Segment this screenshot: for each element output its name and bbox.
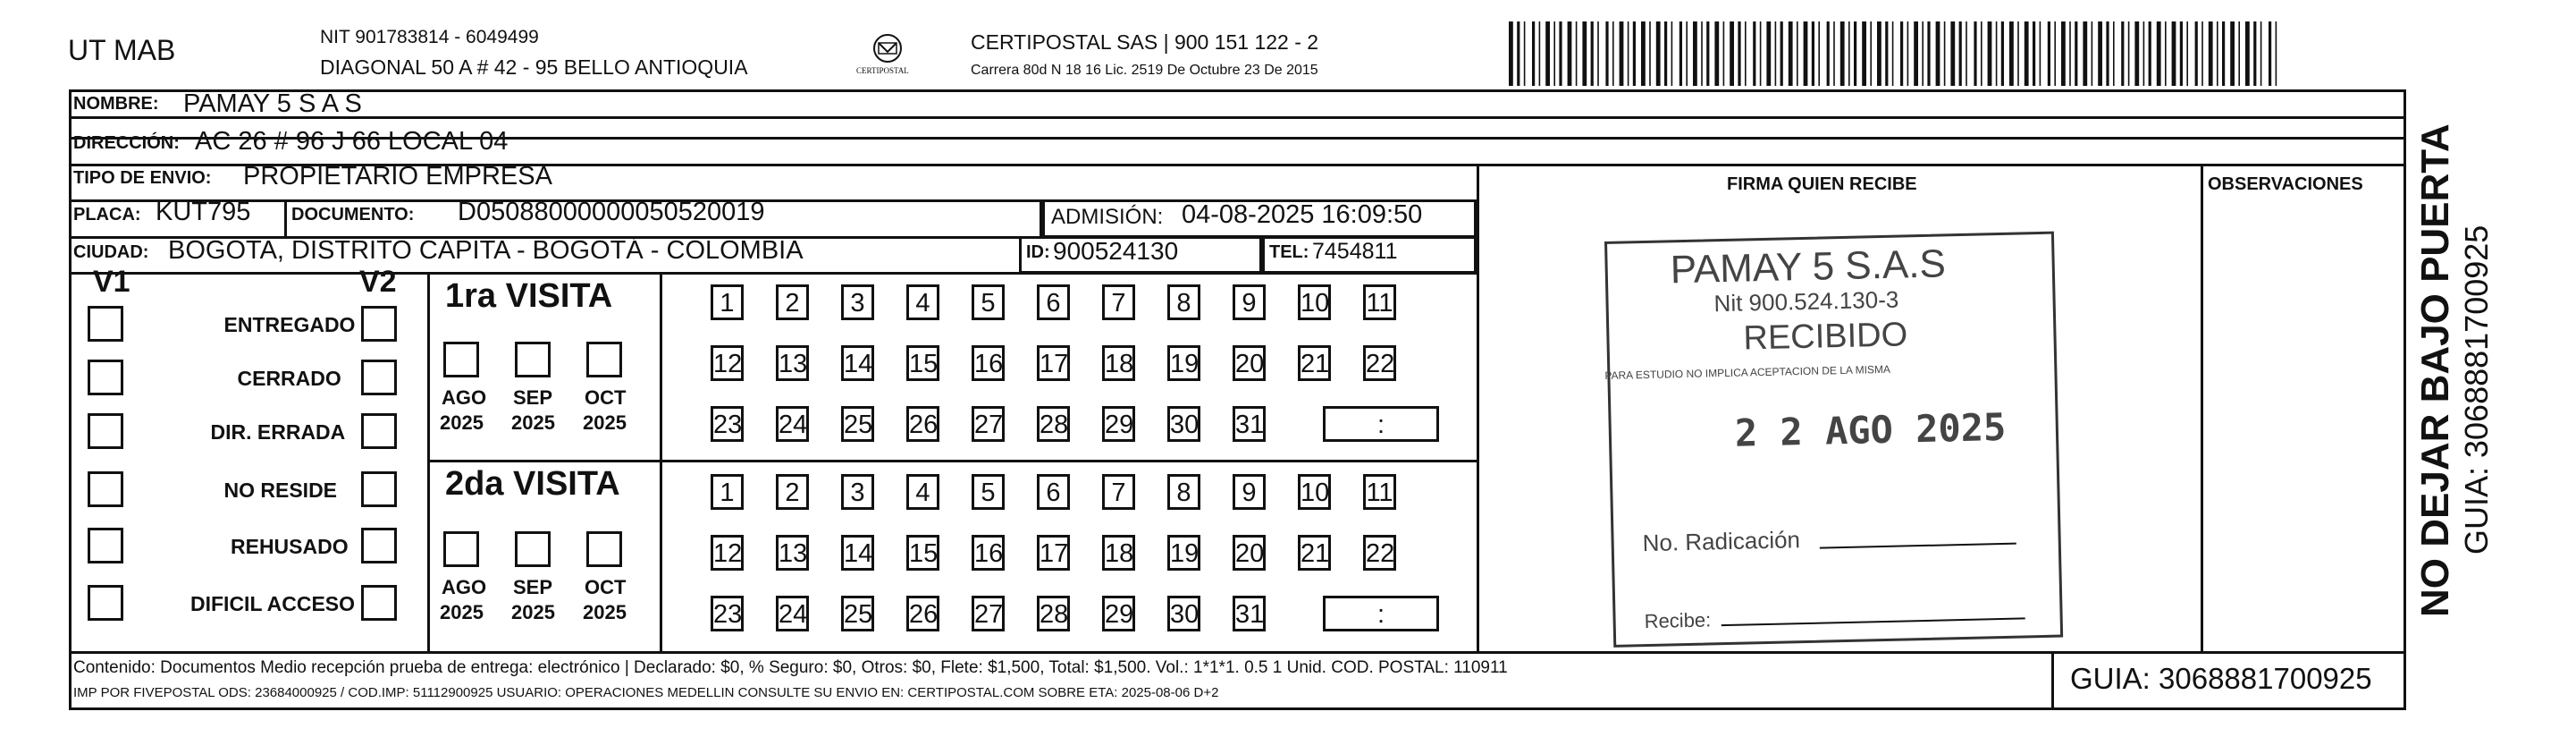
barcode-bar: [1693, 21, 1697, 86]
footer-contenido: Contenido: Documentos Medio recepción prueba de entrega: electrónico | Declarado: $0, % Seguro: $0, Otros: $0, Flete: $1,500, Total: $1,500. Vol.: 1*1*1. 0.5 1 Unid. COD. POSTAL: 110911: [73, 658, 1508, 677]
barcode-bar: [2209, 21, 2213, 86]
barcode-bar: [1701, 21, 1703, 86]
footer-imp: IMP POR FIVEPOSTAL ODS: 23684000925 / COD.IMP: 51112900925 USUARIO: OPERACIONES MEDELLIN CONSULTE SU ENVIO EN: CERTIPOSTAL.COM SOBRE ETA: 2025-08-06 D+2: [73, 685, 1219, 700]
barcode-bar: [2017, 21, 2019, 86]
barcode-bar: [1818, 21, 1820, 86]
day-box[interactable]: 12: [711, 535, 744, 571]
day-box[interactable]: 23: [711, 406, 744, 442]
day-box[interactable]: 20: [1233, 345, 1266, 381]
barcode-bar: [1628, 21, 1629, 86]
barcode-bar: [2083, 21, 2087, 86]
day-box[interactable]: 11: [1363, 284, 1396, 320]
month-checkbox[interactable]: [515, 342, 551, 377]
status-label: ENTREGADO: [223, 313, 356, 336]
barcode-bar: [1714, 21, 1719, 86]
ciudad-label: CIUDAD:: [73, 242, 149, 262]
day-box[interactable]: 22: [1363, 345, 1396, 381]
direccion-label: DIRECCIÓN:: [73, 133, 180, 153]
barcode-bar: [2201, 21, 2203, 86]
barcode-bar: [1974, 21, 1976, 86]
day-box[interactable]: 28: [1037, 406, 1070, 442]
first-visit-title: 1ra VISITA: [445, 277, 613, 315]
month-checkbox[interactable]: [586, 531, 622, 567]
barcode-bar: [2033, 21, 2035, 86]
day-box[interactable]: 22: [1363, 535, 1396, 571]
nombre-value: PAMAY 5 S A S: [183, 89, 362, 118]
status-label: CERRADO: [237, 367, 341, 390]
barcode-bar: [2276, 21, 2277, 86]
barcode-bar: [2069, 21, 2071, 86]
month-label: AGO: [442, 386, 487, 409]
admision-value: 04-08-2025 16:09:50: [1182, 200, 1423, 229]
day-box[interactable]: 27: [972, 596, 1005, 631]
day-box[interactable]: 27: [972, 406, 1005, 442]
barcode-bar: [1981, 21, 1983, 86]
barcode-bar: [1892, 21, 1894, 86]
barcode-bar: [2134, 21, 2139, 86]
stamp-company: PAMAY 5 S.A.S: [1670, 241, 1947, 292]
barcode-bar: [1620, 21, 1624, 86]
day-box[interactable]: 11: [1363, 474, 1396, 510]
year-label: 2025: [583, 601, 627, 623]
direccion-value: AC 26 # 96 J 66 LOCAL 04: [195, 127, 509, 156]
day-box[interactable]: 3: [841, 284, 874, 320]
barcode-bar: [1988, 21, 1992, 86]
v2-checkbox[interactable]: [361, 306, 397, 342]
barcode-bar: [1576, 21, 1578, 86]
logo-text: CERTIPOSTAL: [856, 66, 909, 75]
barcode-bar: [2098, 21, 2102, 86]
day-box[interactable]: 16: [972, 535, 1005, 571]
barcode-bar: [1605, 21, 1608, 86]
v2-checkbox[interactable]: [361, 471, 397, 507]
tel-value: 7454811: [1312, 239, 1398, 264]
status-label: NO RESIDE: [223, 479, 338, 502]
barcode-bar: [1936, 21, 1940, 86]
company-address: DIAGONAL 50 A # 42 - 95 BELLO ANTIOQUIA: [320, 55, 748, 79]
barcode-bar: [1927, 21, 1930, 86]
barcode-bar: [2075, 21, 2077, 86]
month-checkbox[interactable]: [586, 342, 622, 377]
barcode-bar: [1833, 21, 1835, 86]
v2-checkbox[interactable]: [361, 585, 397, 621]
day-box[interactable]: 21: [1298, 535, 1331, 571]
nombre-label: NOMBRE:: [73, 94, 159, 114]
stamp-note: PARA ESTUDIO NO IMPLICA ACEPTACION DE LA MISMA: [1604, 362, 1891, 383]
day-box[interactable]: 5: [972, 284, 1005, 320]
barcode-bar: [1760, 21, 1762, 86]
barcode-bar: [1885, 21, 1888, 86]
barcode-bar: [1730, 21, 1734, 86]
day-box[interactable]: 9: [1233, 474, 1266, 510]
barcode-bar: [1539, 21, 1541, 86]
documento-label: DOCUMENTO:: [291, 205, 415, 224]
day-box[interactable]: 6: [1037, 284, 1070, 320]
day-box[interactable]: 26: [906, 406, 939, 442]
barcode-bar: [2222, 21, 2225, 86]
day-box[interactable]: 18: [1102, 345, 1135, 381]
barcode-bar: [2040, 21, 2041, 86]
v2-checkbox[interactable]: [361, 413, 397, 449]
barcode-bar: [1877, 21, 1881, 86]
day-box[interactable]: 26: [906, 596, 939, 631]
day-box[interactable]: 8: [1167, 284, 1200, 320]
barcode-bar: [1745, 21, 1747, 86]
day-box[interactable]: 13: [776, 345, 809, 381]
barcode-bar: [1656, 21, 1661, 86]
barcode-bar: [2230, 21, 2235, 86]
month-label: OCT: [585, 576, 627, 598]
barcode-bar: [1597, 21, 1599, 86]
day-box[interactable]: 29: [1102, 406, 1135, 442]
v1-checkbox[interactable]: [88, 585, 123, 621]
barcode-bar: [1633, 21, 1636, 86]
barcode-bar: [1545, 21, 1550, 86]
barcode-bar: [2092, 21, 2093, 86]
year-label: 2025: [440, 411, 484, 434]
barcode-bar: [2269, 21, 2271, 86]
day-box[interactable]: 19: [1167, 535, 1200, 571]
barcode-bar: [1848, 21, 1850, 86]
barcode-bar: [1797, 21, 1798, 86]
day-box[interactable]: 2: [776, 474, 809, 510]
placa-label: PLACA:: [73, 205, 141, 224]
tipo-label: TIPO DE ENVIO:: [73, 168, 212, 188]
day-box[interactable]: 20: [1233, 535, 1266, 571]
day-box[interactable]: 29: [1102, 596, 1135, 631]
barcode-bar: [1532, 21, 1535, 86]
placa-value: KUT795: [156, 198, 251, 226]
day-box[interactable]: 31: [1233, 406, 1266, 442]
barcode-bar: [2113, 21, 2115, 86]
certipostal-logo: [856, 30, 919, 84]
barcode-bar: [2186, 21, 2188, 86]
barcode-bar: [1914, 21, 1918, 86]
v1-checkbox[interactable]: [88, 360, 123, 395]
barcode-bar: [1804, 21, 1808, 86]
stamp-radicacion: No. Radicación: [1642, 526, 1801, 557]
barcode-bar: [2054, 21, 2056, 86]
v1-checkbox[interactable]: [88, 413, 123, 449]
day-box[interactable]: 15: [906, 345, 939, 381]
company-nit: NIT 901783814 - 6049499: [320, 27, 539, 47]
barcode-bar: [1524, 21, 1526, 86]
year-label: 2025: [511, 411, 555, 434]
barcode-bar: [1671, 21, 1673, 86]
day-box[interactable]: 31: [1233, 596, 1266, 631]
barcode-bar: [1664, 21, 1667, 86]
barcode-bar: [1559, 21, 1562, 86]
barcode-bar: [1612, 21, 1614, 86]
received-stamp: [1604, 232, 2063, 648]
barcode-bar: [2195, 21, 2198, 86]
barcode-bar: [1686, 21, 1688, 86]
day-box[interactable]: 3: [841, 474, 874, 510]
barcode-bar: [1870, 21, 1872, 86]
barcode-bar: [1679, 21, 1682, 86]
barcode-bar: [2001, 21, 2004, 86]
barcode-bar: [2128, 21, 2130, 86]
barcode-bar: [1509, 21, 1513, 86]
barcode-bar: [2238, 21, 2240, 86]
day-box[interactable]: 17: [1037, 535, 1070, 571]
status-label: DIFICIL ACCESO: [190, 592, 356, 615]
v2-label: V2: [359, 265, 397, 299]
day-box[interactable]: 18: [1102, 535, 1135, 571]
barcode-bar: [1922, 21, 1924, 86]
year-label: 2025: [583, 411, 627, 434]
side-guia: GUIA: 3068881700925: [2458, 224, 2495, 555]
stamp-date: 2 2 AGO 2025: [1734, 404, 2007, 455]
barcode-bar: [2165, 21, 2167, 86]
tipo-value: PROPIETARIO EMPRESA: [243, 162, 552, 191]
barcode-bar: [2106, 21, 2109, 86]
day-box[interactable]: 6: [1037, 474, 1070, 510]
barcode-bar: [1950, 21, 1955, 86]
admision-label: ADMISIÓN:: [1051, 205, 1164, 229]
day-box[interactable]: 13: [776, 535, 809, 571]
status-label: REHUSADO: [231, 535, 349, 558]
barcode-bar: [1780, 21, 1783, 86]
year-label: 2025: [440, 601, 484, 623]
barcode: [1509, 21, 2283, 86]
time-box[interactable]: :: [1323, 406, 1439, 442]
v1-checkbox[interactable]: [88, 471, 123, 507]
month-label: SEP: [513, 576, 553, 598]
second-visit-title: 2da VISITA: [445, 465, 620, 503]
barcode-bar: [1553, 21, 1555, 86]
firma-header: FIRMA QUIEN RECIBE: [1727, 174, 1917, 194]
year-label: 2025: [511, 601, 555, 623]
documento-value: D05088000000050520019: [458, 198, 765, 226]
day-box[interactable]: 25: [841, 596, 874, 631]
barcode-bar: [1568, 21, 1572, 86]
id-label: ID:: [1026, 242, 1050, 262]
barcode-bar: [1862, 21, 1866, 86]
day-box[interactable]: 14: [841, 535, 874, 571]
barcode-bar: [2025, 21, 2029, 86]
barcode-bar: [1641, 21, 1646, 86]
barcode-bar: [2009, 21, 2014, 86]
day-box[interactable]: 14: [841, 345, 874, 381]
ciudad-value: BOGOTA, DISTRITO CAPITA - BOGOTÁ - COLOMBIA: [168, 236, 804, 265]
barcode-bar: [1966, 21, 1967, 86]
day-box[interactable]: 16: [972, 345, 1005, 381]
observaciones-header: OBSERVACIONES: [2208, 174, 2363, 194]
day-box[interactable]: 1: [711, 284, 744, 320]
no-dejar-warning: NO DEJAR BAJO PUERTA: [2413, 123, 2457, 617]
status-label: DIR. ERRADA: [210, 420, 346, 444]
day-box[interactable]: 21: [1298, 345, 1331, 381]
barcode-bar: [2157, 21, 2161, 86]
barcode-bar: [1517, 21, 1520, 86]
barcode-bar: [1840, 21, 1845, 86]
v1-checkbox[interactable]: [88, 306, 123, 342]
day-box[interactable]: 17: [1037, 345, 1070, 381]
barcode-bar: [2121, 21, 2124, 86]
barcode-bar: [1812, 21, 1814, 86]
id-value: 900524130: [1053, 237, 1179, 265]
barcode-bar: [1775, 21, 1777, 86]
stamp-recibido: RECIBIDO: [1743, 316, 1908, 358]
stamp-nit: Nit 900.524.130-3: [1713, 285, 1899, 318]
barcode-bar: [1944, 21, 1946, 86]
barcode-bar: [1649, 21, 1651, 86]
v1-checkbox[interactable]: [88, 528, 123, 563]
barcode-bar: [2180, 21, 2183, 86]
barcode-bar: [2143, 21, 2145, 86]
footer-guia: GUIA: 3068881700925: [2070, 662, 2372, 695]
day-box[interactable]: 4: [906, 284, 939, 320]
barcode-bar: [1854, 21, 1856, 86]
barcode-bar: [1827, 21, 1830, 86]
day-box[interactable]: 30: [1167, 596, 1200, 631]
day-box[interactable]: 15: [906, 535, 939, 571]
stamp-recibe: Recibe:: [1644, 608, 1712, 633]
day-box[interactable]: 2: [776, 284, 809, 320]
company-name: UT MAB: [68, 34, 176, 66]
barcode-bar: [2048, 21, 2050, 86]
day-box[interactable]: 5: [972, 474, 1005, 510]
day-box[interactable]: 10: [1298, 474, 1331, 510]
day-box[interactable]: 1: [711, 474, 744, 510]
barcode-bar: [1959, 21, 1962, 86]
barcode-bar: [1706, 21, 1709, 86]
envelope-logo-icon: [856, 30, 919, 84]
barcode-bar: [1996, 21, 1998, 86]
day-box[interactable]: 7: [1102, 284, 1135, 320]
barcode-bar: [2149, 21, 2151, 86]
barcode-bar: [1753, 21, 1755, 86]
day-box[interactable]: 25: [841, 406, 874, 442]
certipostal-title: CERTIPOSTAL SAS | 900 151 122 - 2: [971, 30, 1319, 54]
barcode-bar: [1900, 21, 1903, 86]
month-checkbox[interactable]: [515, 531, 551, 567]
certipostal-license: Carrera 80d N 18 16 Lic. 2519 De Octubre 23 De 2015: [971, 63, 1318, 78]
v2-checkbox[interactable]: [361, 528, 397, 563]
barcode-bar: [2253, 21, 2256, 86]
day-box[interactable]: 24: [776, 596, 809, 631]
barcode-bar: [2172, 21, 2176, 86]
barcode-bar: [1766, 21, 1771, 86]
barcode-bar: [1723, 21, 1725, 86]
barcode-bar: [1789, 21, 1793, 86]
month-label: OCT: [585, 386, 627, 409]
day-box[interactable]: 4: [906, 474, 939, 510]
barcode-bar: [2260, 21, 2262, 86]
tel-label: TEL:: [1269, 242, 1309, 262]
v1-label: V1: [93, 265, 130, 299]
barcode-bar: [2061, 21, 2066, 86]
time-box[interactable]: :: [1323, 596, 1439, 631]
barcode-bar: [1591, 21, 1594, 86]
day-box[interactable]: 9: [1233, 284, 1266, 320]
day-box[interactable]: 8: [1167, 474, 1200, 510]
day-box[interactable]: 23: [711, 596, 744, 631]
v2-checkbox[interactable]: [361, 360, 397, 395]
day-box[interactable]: 24: [776, 406, 809, 442]
day-box[interactable]: 28: [1037, 596, 1070, 631]
day-box[interactable]: 7: [1102, 474, 1135, 510]
day-box[interactable]: 10: [1298, 284, 1331, 320]
barcode-bar: [2217, 21, 2218, 86]
month-checkbox[interactable]: [443, 342, 479, 377]
barcode-bar: [1738, 21, 1740, 86]
barcode-bar: [1582, 21, 1587, 86]
day-box[interactable]: 30: [1167, 406, 1200, 442]
barcode-bar: [2245, 21, 2250, 86]
month-label: SEP: [513, 386, 553, 409]
month-label: AGO: [442, 576, 487, 598]
barcode-bar: [1907, 21, 1909, 86]
day-box[interactable]: 12: [711, 345, 744, 381]
day-box[interactable]: 19: [1167, 345, 1200, 381]
month-checkbox[interactable]: [443, 531, 479, 567]
